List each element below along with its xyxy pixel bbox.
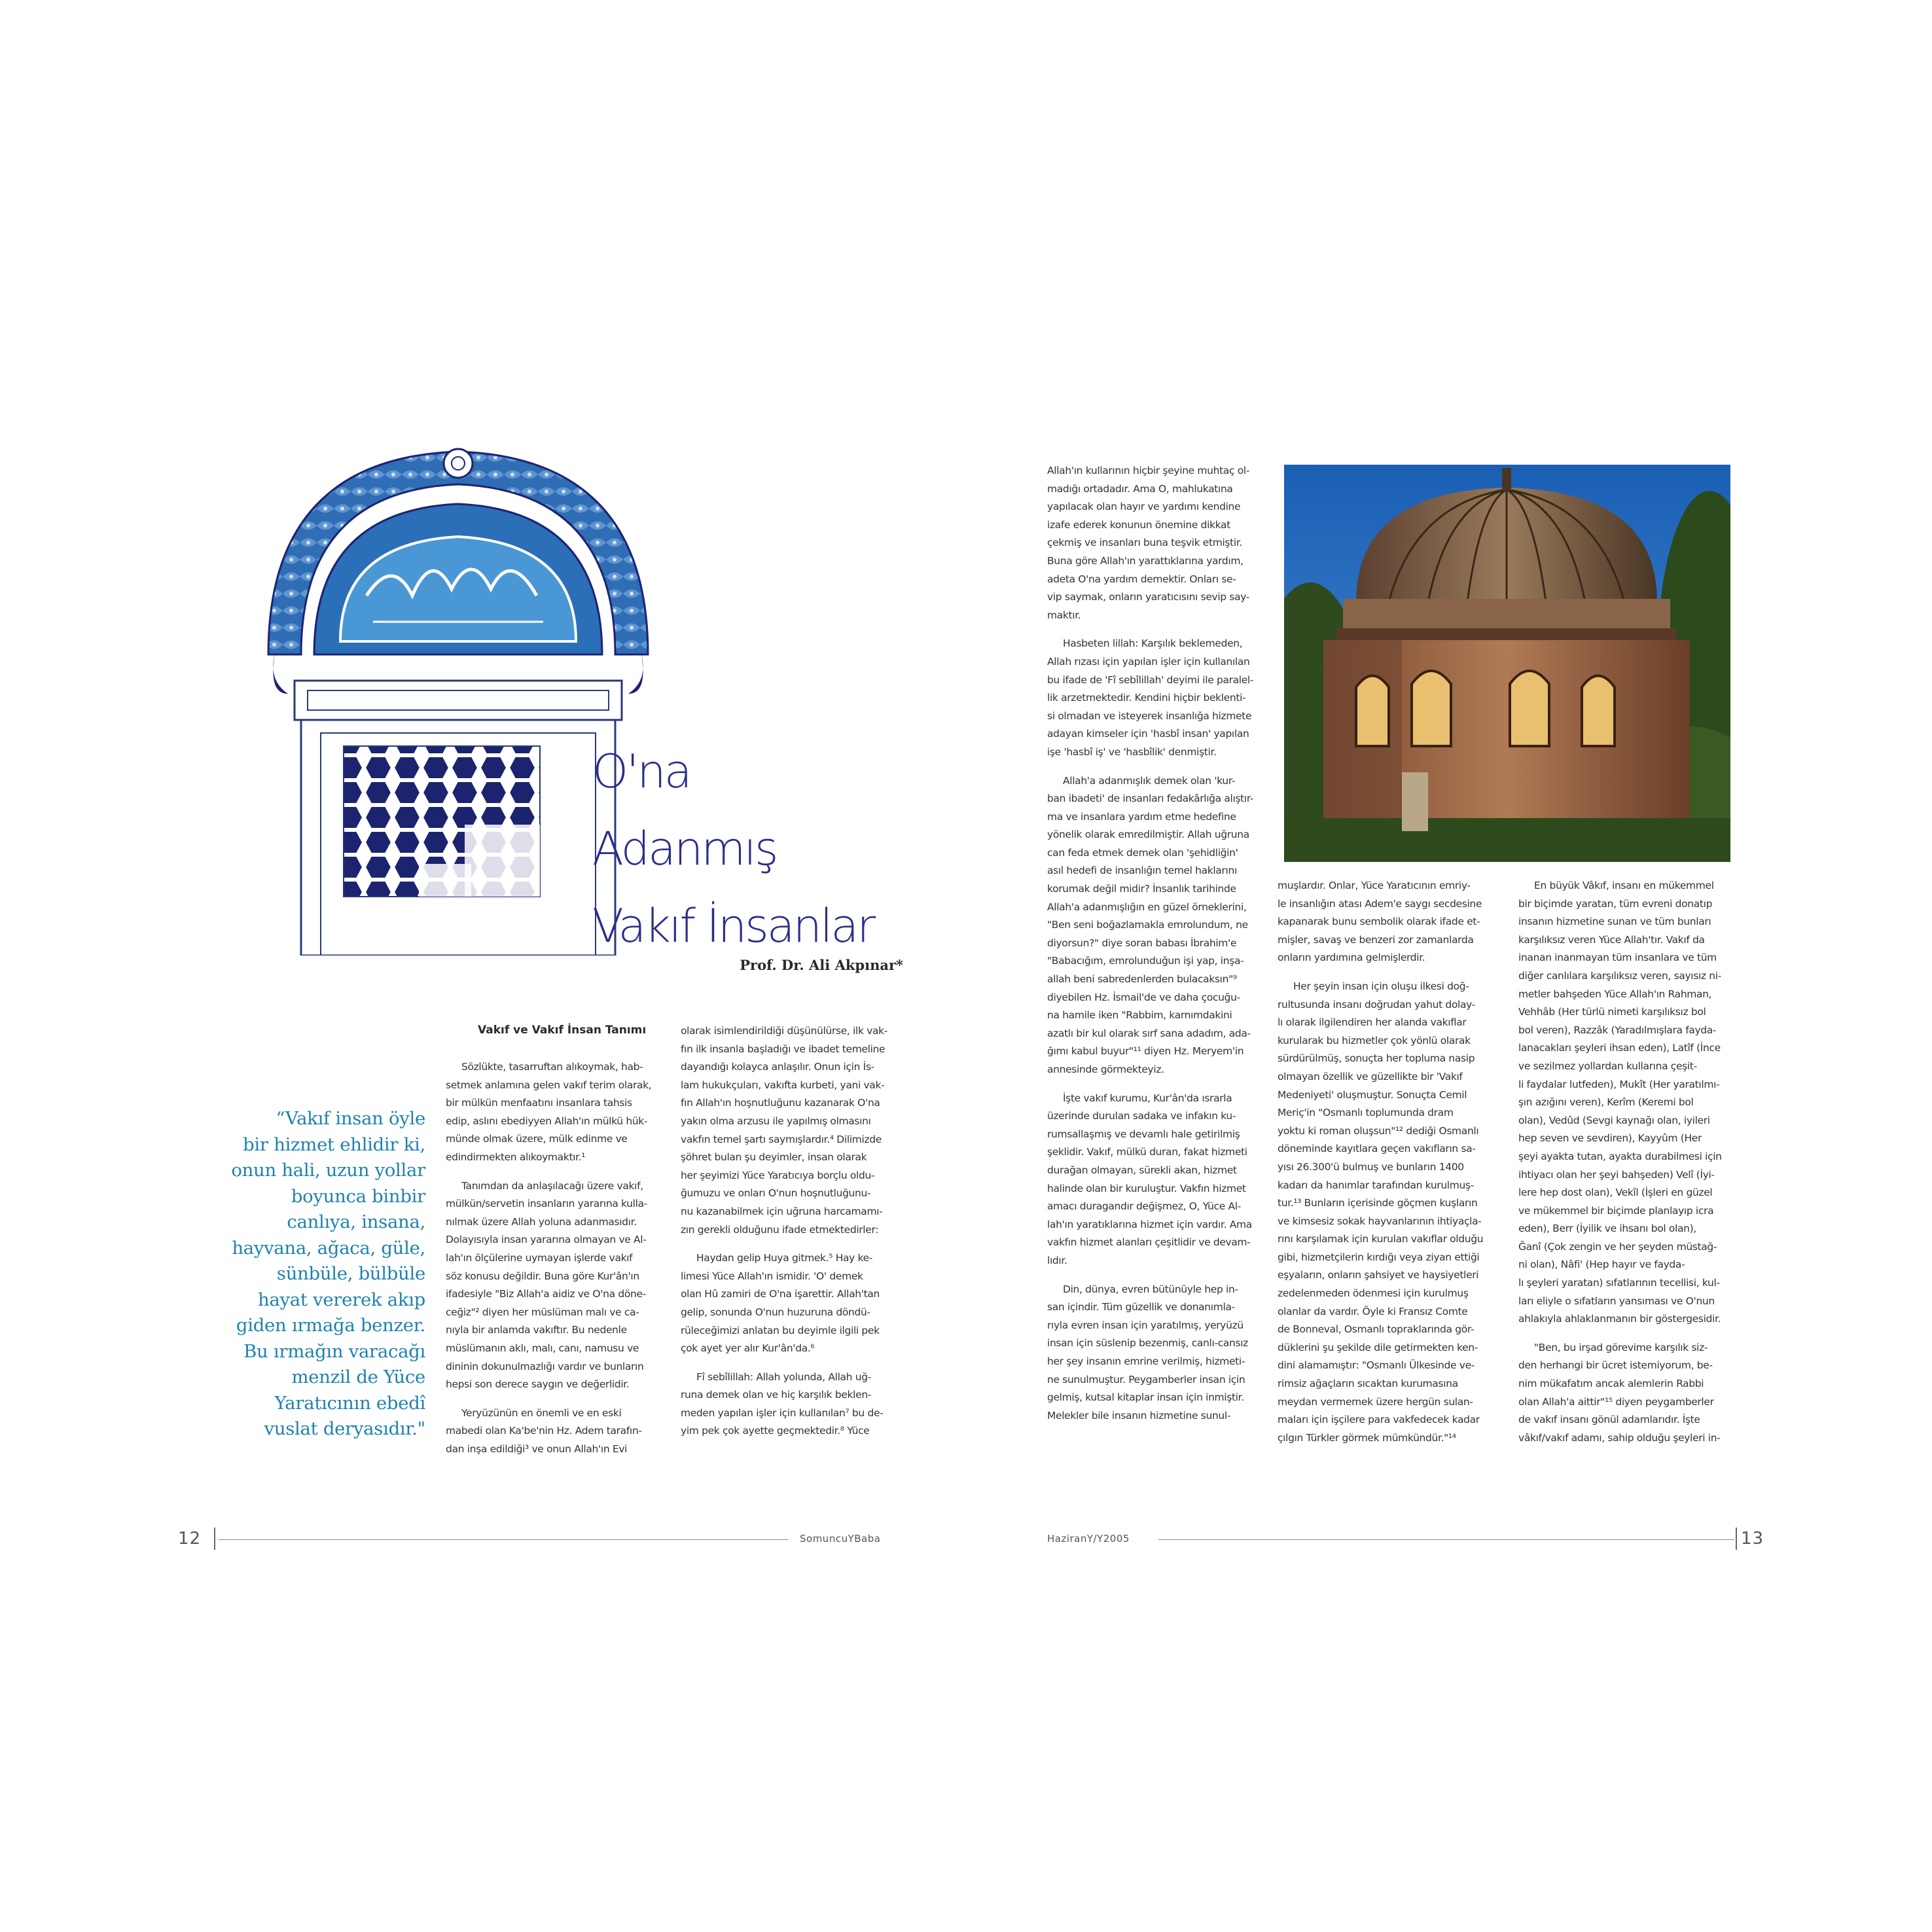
body-text-line: söz konusu değildir. Buna göre Kur'ân'ın (446, 1270, 639, 1282)
body-text-line: muşlardır. Onlar, Yüce Yaratıcının emriy- (1278, 880, 1471, 891)
body-text-line: Yeryüzünün en önemli ve en eski (461, 1406, 622, 1419)
body-text-line: rüleceğimizi anlatan bu deyimle ilgili pek (681, 1324, 880, 1336)
body-text-line: maları için işçilere para vakfedecek kadar (1278, 1414, 1480, 1426)
body-text-line: yoktu ki roman oluşsun"¹² dediği Osmanlı (1278, 1124, 1479, 1137)
body-column-5 (1518, 877, 1738, 1447)
body-text-line: vakfın hizmet alanları çeşitlidir ve devam- (1047, 1236, 1251, 1249)
page-number-left: 12 (178, 1529, 202, 1548)
body-text-line: le insanlığın atası Adem'e saygı secdesine (1278, 897, 1482, 910)
body-text-line: edindirmekten alıkoymaktır.¹ (446, 1151, 586, 1163)
body-text-line: her şey insanın emrine verilmiş, hizmeti- (1047, 1355, 1245, 1367)
article-title (592, 733, 933, 965)
body-text-line: Fî sebîlillah: Allah yolunda, Allah uğ- (696, 1370, 871, 1383)
body-text-line: karşılıksız veren Yüce Allah'tır. Vakıf da (1518, 933, 1705, 946)
body-text-line: izafe ederek konunun önemine dikkat (1047, 518, 1230, 531)
body-text-line: maktır. (1047, 609, 1081, 621)
pull-quote-line: giden ırmağa benzer. (236, 1315, 425, 1336)
body-text-line: bir mülkün menfaatını insanlara tahsis (446, 1097, 632, 1109)
section-heading: Vakıf ve Vakıf İnsan Tanımı (478, 1024, 647, 1037)
body-text-line: yim pek çok ayette geçmektedir.⁸ Yüce (681, 1425, 870, 1437)
body-text-line: çılgın Türkler görmek mümkündür."¹⁴ (1278, 1431, 1456, 1444)
body-text-line: allah beni sabredenlerden bulacaksın"⁹ (1047, 973, 1237, 986)
body-text-line: azatlı bir kul olarak sırf sana adadım, ada- (1047, 1027, 1251, 1039)
body-text-line: rumsallaşmış ve devamlı hale getirilmiş (1047, 1128, 1240, 1140)
body-text-line: den herhangi bir ücret istemiyorum, be- (1518, 1359, 1713, 1372)
body-text-line: Meriç'in "Osmanlı toplumunda dram (1278, 1107, 1454, 1119)
pull-quote-line: Yaratıcının ebedî (274, 1392, 425, 1414)
body-text-line: ma ve insanlara yardım etme hedefine (1047, 810, 1236, 823)
body-text-line: ihtiyacı olan her şeyi bahşeden) Velî (İyi- (1518, 1168, 1715, 1181)
body-text-line: dayandığı kolayca anlaşılır. Onun için İs- (681, 1061, 874, 1073)
body-text-line: işe 'hasbî iş' ve 'hasbîlik' denmiştir. (1047, 745, 1217, 758)
body-text-line: kadarı da hanımlar tarafından kurulmuş- (1278, 1179, 1474, 1191)
body-text-line: dini alamamıştır: "Osmanlı Ülkesinde ve- (1278, 1359, 1475, 1372)
body-text-line: can feda etmek demek olan 'şehidliğin' (1047, 846, 1238, 859)
body-text-line: zın gerekli olduğunu ifade etmektedirler: (681, 1223, 879, 1236)
issue-date: HaziranY/Y2005 (1047, 1533, 1130, 1545)
pull-quote-line: bir hizmet ehlidir ki, (243, 1134, 425, 1155)
body-text-line: çok ayet yer alır Kur'ân'da.⁶ (681, 1342, 815, 1355)
body-text-line: lik arzetmektedir. Kendini hiçbir beklenti- (1047, 692, 1246, 704)
body-text-line: rimsiz ağaçların sıcaktan kurumasına (1278, 1378, 1458, 1390)
body-text-line: inanan inanmayan tüm insanlara ve tüm (1518, 952, 1717, 964)
body-text-line: gelmiş, kutsal kitaplar insan için inmiştir. (1047, 1391, 1244, 1404)
title-line: O'na (592, 745, 690, 798)
pull-quote-line: Bu ırmağın varacağı (243, 1340, 425, 1362)
body-text-line: lah'ın yaratıklarına hizmet için vardır. Ama (1047, 1218, 1252, 1230)
pull-quote-line: “Vakıf insan öyle (276, 1108, 425, 1129)
body-text-line: "Babacığım, emrolunduğun işi yap, inşa- (1047, 955, 1244, 967)
body-text-line: ğumuzu ve onları O'nun hoşnutluğunu- (681, 1187, 871, 1200)
body-text-line: Tanımdan da anlaşılacağı üzere vakıf, (461, 1179, 643, 1192)
body-text-line: adayan kimseler için 'hasbî insan' yapılan (1047, 728, 1249, 740)
body-text-line: halinde olan bir kuruluştur. Vakfın hizmet (1047, 1182, 1246, 1194)
body-text-line: ceğiz"² diyen her müslüman malı ve ca- (446, 1306, 639, 1318)
body-text-line: onların yardımına gelmişlerdir. (1278, 952, 1425, 964)
body-text-line: vâkıf/vakıf adamı, sahip olduğu şeyleri in- (1518, 1431, 1721, 1444)
body-text-line: çekmiş ve insanları buna teşvik etmiştir. (1047, 537, 1243, 549)
body-text-line: ifadesiyle "Biz Allah'a aidiz ve O'na döne- (446, 1288, 646, 1300)
body-column-2 (681, 1022, 900, 1440)
body-text-line: yakın olma arzusu ile yapılmış olmasını (681, 1115, 871, 1127)
body-text-line: mişler, savaş ve benzeri zor zamanlarda (1278, 933, 1474, 946)
body-text-line: eşyaların, onların şahsiyet ve haysiyetleri (1278, 1269, 1479, 1281)
paragraph-gap (1518, 1329, 1738, 1339)
paragraph-gap (1047, 1270, 1266, 1281)
body-text-line: ve kimsesiz sokak hayvanlarının ihtiyaçla- (1278, 1215, 1482, 1227)
pull-quote-line: hayat vererek akıp (258, 1289, 425, 1310)
body-text-line: insanın hizmetine sunan ve tüm bunları (1518, 916, 1711, 928)
body-text-line: nıyla bir anlamda vakıftır. Bu nedenle (446, 1324, 627, 1336)
body-text-line: li faydalar lutfeden), Mukît (Her yaratılmı- (1518, 1078, 1720, 1090)
body-text-line: korumak değil midir? İnsanlık tarihinde (1047, 883, 1236, 895)
body-text-line: "Ben seni boğazlamakla emrolundum, ne (1047, 919, 1248, 931)
pull-quote-line: onun hali, uzun yollar (231, 1160, 425, 1181)
body-text-line: "Ben, bu irşad görevime karşılık siz- (1534, 1341, 1708, 1353)
body-column-3 (1047, 462, 1266, 1425)
body-text-line: Allah'a adanmışlık demek olan 'kur- (1063, 774, 1236, 787)
body-text-line: lı şeyleri yaratan) sıfatlarının tecellisi, kul- (1518, 1277, 1720, 1289)
body-text-line: amacı duragandır değişmez, O, Yüce Al- (1047, 1200, 1241, 1213)
body-text-line: tur.¹³ Bunların içerisinde göçmen kuşların (1278, 1197, 1478, 1209)
body-column-4 (1278, 877, 1497, 1447)
body-text-line: ları eliyle o sıfatların yansıması ve O'nun (1518, 1295, 1715, 1307)
body-text-line: mabedi olan Ka'be'nin Hz. Adem tarafın- (446, 1425, 642, 1437)
body-text-line: şın azığını veren), Kerîm (Keremi bol (1518, 1096, 1694, 1109)
pull-quote-line: sünbüle, bülbüle (276, 1263, 425, 1284)
body-text-line: İşte vakıf kurumu, Kur'ân'da ısrarla (1063, 1092, 1232, 1104)
body-text-line: Haydan gelip Huya gitmek.⁵ Hay ke- (696, 1252, 873, 1264)
domed-tomb-photo (1284, 465, 1730, 862)
body-text-line: na hamile iken "Rabbim, karnımdakini (1047, 1009, 1232, 1022)
body-text-line: olanlar da vardır. Öyle ki Fransız Comte (1278, 1305, 1468, 1317)
body-text-line: ne sunulmuştur. Peygamberler insan için (1047, 1373, 1245, 1386)
title-line: Adanmış (592, 822, 777, 876)
body-text-line: adeta O'na yardım demektir. Onları se- (1047, 573, 1236, 585)
footer-divider (1736, 1528, 1737, 1550)
body-text-line: meydan vermemek üzere hergün sulan- (1278, 1395, 1473, 1408)
body-text-line: olan Allah'a aittir"¹⁵ diyen peygamberler (1518, 1395, 1714, 1408)
body-text-line: de vakıf insanı gönül adamlarıdır. İşte (1518, 1414, 1700, 1426)
body-text-line: Allah'a adanmışlığın en güzel örneklerini, (1047, 901, 1247, 913)
left-footer (178, 1531, 918, 1551)
paragraph-gap (1047, 1079, 1266, 1090)
pull-quote-line: canlıya, insana, (287, 1211, 425, 1232)
body-text-line: dan inşa edildiği³ ve onun Allah'ın Evi (446, 1442, 628, 1455)
body-text-line: setmek anlamına gelen vakıf terim olarak, (446, 1079, 652, 1091)
body-text-line: Medeniyeti' oluşmuştur. Sonuçta Cemil (1278, 1088, 1467, 1101)
paragraph-gap (681, 1358, 900, 1368)
body-text-line: nılmak üzere Allah yoluna adanmasıdır. (446, 1215, 637, 1228)
body-text-line: Buna göre Allah'ın yarattıklarına yardım, (1047, 554, 1243, 567)
body-text-line: eden), Berr (İyilik ve ihsanı bol olan), (1518, 1223, 1696, 1235)
body-text-line: döneminde kayıtlara geçen vakıfların sa- (1278, 1143, 1476, 1155)
body-text-line: lı olarak ilgilendiren her alanda vakıflar (1278, 1016, 1467, 1029)
body-text-line: vakfın temel şartı saymışlardır.⁴ Dilimizde (681, 1133, 882, 1145)
body-text-line: lıdır. (1047, 1254, 1067, 1266)
pull-quote-line: vuslat deryasıdır." (264, 1418, 425, 1439)
body-text-line: ve sezilmez yollardan kullarına çeşit- (1518, 1060, 1697, 1072)
body-text-line: lah'ın ölçülerine uymayan işlerde vakıf (446, 1251, 633, 1264)
body-text-line: lanacakları şeyleri ihsan eden), Latîf (İnce (1518, 1042, 1721, 1054)
pull-quote (200, 1106, 425, 1442)
magazine-name: SomuncuYBaba (800, 1533, 881, 1545)
body-text-line: kapanarak bunu sembolik olarak ifade et- (1278, 916, 1480, 928)
paragraph-gap (1047, 624, 1266, 635)
body-text-line: nu kazanabilmek için uğruna harcamamı- (681, 1205, 883, 1217)
body-text-line: bu ifade de 'Fî sebîlillah' deyimi ile paralel- (1047, 673, 1254, 686)
body-text-line: yısı 26.300'ü bulmuş ve bunların 1400 (1278, 1160, 1464, 1173)
body-text-line: limesi Yüce Allah'ın ismidir. 'O' demek (681, 1270, 863, 1282)
body-text-line: rını karşılamak için kurulan vakıflar olduğu (1278, 1233, 1484, 1245)
body-text-line: şeklidir. Vakıf, mülkü duran, fakat hizmeti (1047, 1146, 1247, 1158)
body-text-line: yönelik olarak emredilmiştir. Allah uğruna (1047, 829, 1249, 841)
body-text-line: yapılacak olan hayır ve yardımı kendine (1047, 501, 1241, 513)
body-text-line: ban ibadeti' de insanları fedakârlığa alıştır- (1047, 793, 1254, 805)
body-text-line: olan Hû zamiri de O'na işarettir. Allah'tan (681, 1288, 880, 1300)
body-text-line: Her şeyin insan için oluşu ilkesi doğ- (1293, 980, 1469, 992)
paragraph-gap (681, 1239, 900, 1249)
body-text-line: müslümanın aklı, malı, canı, namusu ve (446, 1342, 639, 1354)
pull-quote-line: boyunca binbir (291, 1185, 425, 1207)
body-text-line: hepsi son derece saygın ve değerlidir. (446, 1378, 630, 1391)
body-text-line: olmayan özellik ve güzellikte bir 'Vakıf (1278, 1070, 1463, 1082)
body-text-line: diğer canlılara karşılıksız veren, sayısız ni- (1518, 969, 1721, 982)
body-text-line: düklerini şu şekilde dile getirmekten ken- (1278, 1341, 1478, 1353)
body-text-line: gibi, hizmetçilerin kırdığı veya ziyan ettiği (1278, 1251, 1480, 1263)
body-text-line: Dolayısıyla insan yararına olmayan ve Al- (446, 1234, 647, 1246)
body-text-line: En büyük Vâkıf, insanı en mükemmel (1534, 880, 1714, 891)
body-text-line: zedelenmeden ödenmesi için kurulmuş (1278, 1287, 1469, 1300)
body-column-1 (446, 1058, 662, 1458)
body-text-line: her şeyimizi Yüce Yaratıcıya borçlu oldu- (681, 1169, 875, 1181)
body-text-line: san içindir. Tüm güzellik ve donanımla- (1047, 1301, 1235, 1314)
footer-rule (1158, 1539, 1734, 1540)
body-text-line: diyorsun?" diye soran babası İbrahim'e (1047, 937, 1237, 949)
pull-quote-line: hayvana, ağaca, güle, (232, 1237, 425, 1259)
body-text-line: gelip, sonunda O'nun huzuruna döndü- (681, 1306, 870, 1318)
body-text-line: ni olan), Nâfi' (Hep hayır ve fayda- (1518, 1259, 1685, 1271)
body-text-line: ve mükemmel bir biçimde planlayıp icra (1518, 1204, 1714, 1217)
page-number-right: 13 (1741, 1529, 1764, 1548)
body-text-line: insan için süslenip bezenmiş, canlı-cansız (1047, 1337, 1248, 1350)
body-text-line: mülkün/servetin insanların yararına kulla- (446, 1198, 647, 1210)
body-text-line: meden yapılan işler için kullanılan⁷ bu de- (681, 1406, 884, 1419)
paragraph-gap (1278, 967, 1497, 978)
body-text-line: Hasbeten lillah: Karşılık beklemeden, (1063, 637, 1243, 650)
paragraph-gap (446, 1167, 662, 1177)
body-text-line: edip, aslını ebediyyen Allah'ın mülkü hük- (446, 1115, 648, 1127)
author-byline: Prof. Dr. Ali Akpınar* (740, 957, 903, 973)
body-text-line: üzerinde durulan sadaka ve infakın ku- (1047, 1110, 1236, 1122)
body-text-line: vip saymak, onların yaratıcısını sevip say- (1047, 591, 1250, 603)
body-text-line: fın ilk insanla başladığı ve ibadet temeline (681, 1043, 885, 1055)
body-text-line: şöhret bulan şu deyimler, insan olarak (681, 1151, 867, 1164)
paragraph-gap (446, 1394, 662, 1404)
body-text-line: lam hukukçuları, vakıfta kurbeti, yani vak- (681, 1079, 885, 1091)
body-text-line: dininin dokunulmazlığı vardır ve bunların (446, 1360, 644, 1372)
body-text-line: Sözlükte, tasarruftan alıkoymak, hab- (461, 1061, 643, 1073)
body-text-line: rultusunda insanı doğrudan yahut dolay- (1278, 998, 1475, 1011)
body-text-line: fın Allah'ın hoşnutluğunu kazanarak O'na (681, 1097, 880, 1109)
body-text-line: kurularak bu hizmetler çok yönlü olarak (1278, 1034, 1471, 1046)
body-text-line: Allah'ın kullarının hiçbir şeyine muhtaç ol- (1047, 465, 1250, 476)
title-line: Vakıf İnsanlar (592, 899, 874, 953)
body-text-line: bir biçimde yaratan, tüm evreni donatıp (1518, 897, 1713, 910)
body-text-line: ahlakıyla ahlaklanmanın bir göstergesidir. (1518, 1313, 1721, 1325)
body-text-line: runa demek olan ve hiç karşılık beklen- (681, 1389, 872, 1401)
body-text-line: Allah rızası için yapılan işler için kullanılan (1047, 655, 1250, 668)
body-text-line: metler bahşeden Yüce Allah'ın Rahman, (1518, 988, 1712, 1000)
right-footer (1047, 1529, 1764, 1551)
body-text-line: Vehhâb (Her türlü nimeti karşılıksız bol (1518, 1006, 1706, 1018)
body-text-line: asıl hedefi de insanlığın temel haklarını (1047, 865, 1237, 877)
body-text-line: durağan olmayan, sürekli akan, hizmet (1047, 1164, 1237, 1176)
body-text-line: Ğanî (Çok zengin ve her şeyden müstağ- (1518, 1240, 1717, 1253)
pull-quote-line: menzil de Yüce (291, 1367, 425, 1387)
body-text-line: Din, dünya, evren bütünüyle hep in- (1063, 1283, 1238, 1295)
paragraph-gap (1047, 762, 1266, 772)
body-text-line: bol veren), Razzâk (Yaradılmışlara fayda- (1518, 1024, 1717, 1036)
body-text-line: nim mükafatım ancak alemlerin Rabbi (1518, 1378, 1704, 1390)
body-text-line: şeyi ayakta tutan, ayakta durabilmesi için (1518, 1150, 1722, 1162)
body-text-line: münde olmak üzere, mülk edinme ve (446, 1133, 628, 1145)
body-text-line: hep seven ve sevdiren), Kayyûm (Her (1518, 1132, 1702, 1145)
body-text-line: ğımı kabul buyur"¹¹ diyen Hz. Meryem'in (1047, 1045, 1244, 1058)
body-text-line: annesinde görmekteyiz. (1047, 1064, 1164, 1075)
body-text-line: si olmadan ve isteyerek insanlığa hizmete (1047, 709, 1252, 722)
footer-rule (219, 1539, 788, 1540)
body-text-line: sürdürülmüş, sonuçta her topluma nasip (1278, 1052, 1475, 1065)
body-text-line: de Bonneval, Osmanlı topraklarında gör- (1278, 1323, 1475, 1336)
body-text-line: diyebilen Hz. İsmail'de ve daha çocuğu- (1047, 991, 1240, 1003)
footer-divider (214, 1528, 215, 1550)
body-text-line: madığı ortadadır. Ama O, mahlukatına (1047, 482, 1233, 495)
body-text-line: olan), Vedûd (Sevgi kaynağı olan, iyileri (1518, 1114, 1710, 1126)
body-text-line: rıyla evren insan için yaratılmış, yeryüzü (1047, 1319, 1243, 1331)
body-text-line: lere hep dost olan), Vekîl (İşleri en güzel (1518, 1187, 1713, 1199)
body-text-line: olarak isimlendirildiği düşünülürse, ilk vak- (681, 1025, 888, 1037)
body-text-line: Melekler bile insanın hizmetine sunul- (1047, 1409, 1231, 1422)
